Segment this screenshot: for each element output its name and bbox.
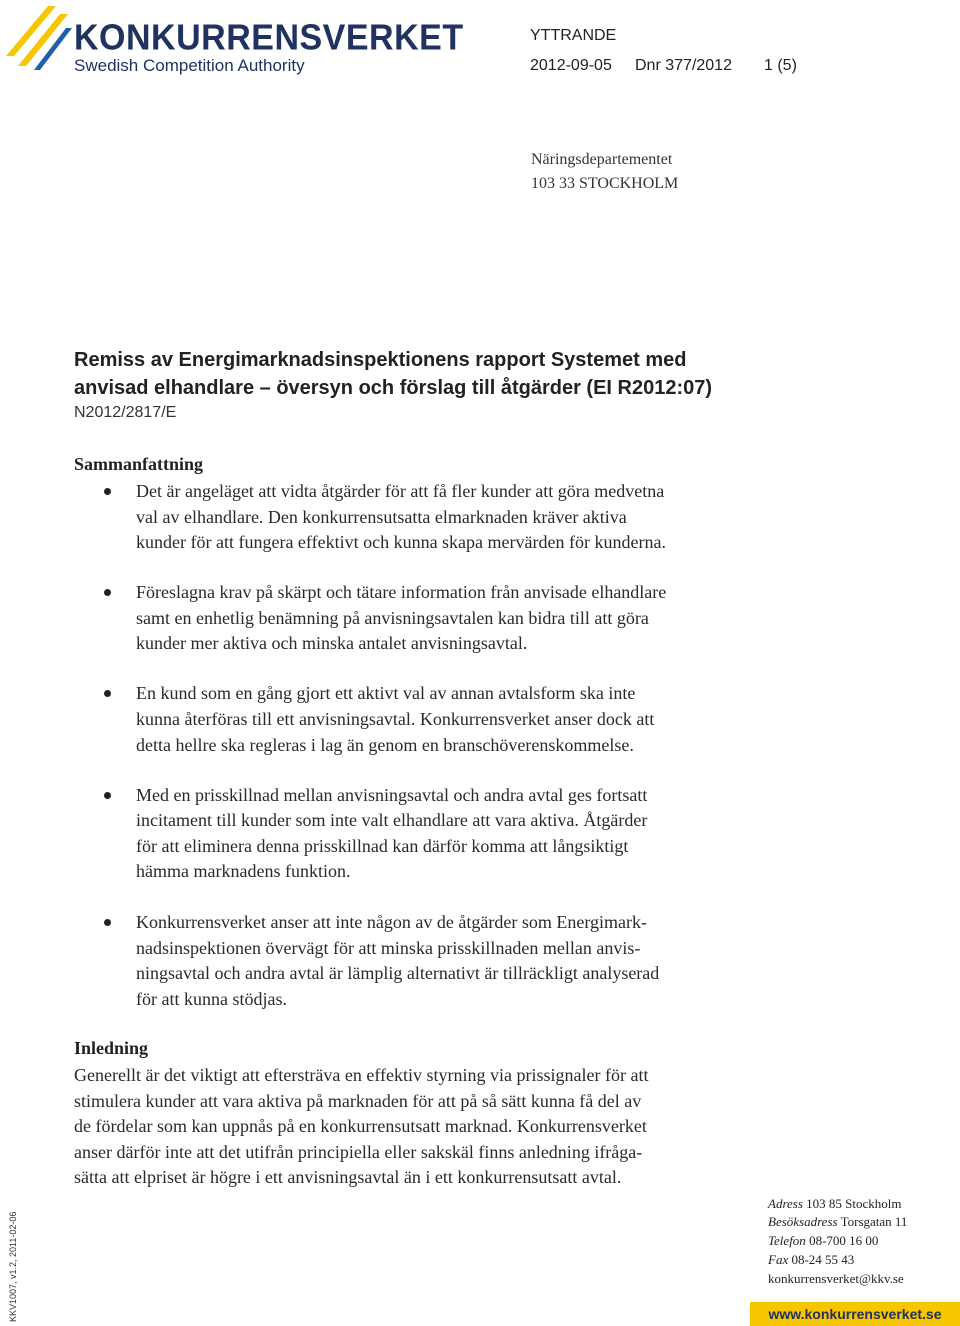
intro-line-4: anser därför inte att det utifrån principiella eller sakskäl finns anledning ifråga- (74, 1142, 643, 1162)
footer-visit-label: Besöksadress (768, 1214, 838, 1229)
summary-bullet-3-line-2: kunna återföras till ett anvisningsavtal. Konkurrensverket anser dock att (136, 709, 655, 729)
summary-bullet-4-line-2: incitament till kunder som inte valt elhandlare att vara aktiva. Åtgärder (136, 810, 648, 830)
recipient-name: Näringsdepartementet (531, 151, 673, 168)
intro-line-2: stimulera kunder att vara aktiva på marknaden för att på så sätt kunna få del av (74, 1091, 642, 1111)
summary-bullet-4-line-3: för att eliminera denna prisskillnad kan därför komma att långsiktigt (136, 836, 629, 856)
footer-email[interactable]: konkurrensverket@kkv.se (768, 1271, 904, 1286)
footer-address (768, 1196, 902, 1212)
bullet-dot-icon (104, 919, 111, 926)
summary-bullet-5-line-3: ningsavtal och andra avtal är lämplig alternativt är tillräckligt analyserad (136, 963, 660, 983)
summary-bullet-1-line-2: val av elhandlare. Den konkurrensutsatta elmarknaden kräver aktiva (136, 507, 627, 527)
summary-heading: Sammanfattning (74, 454, 204, 474)
intro-line-5: sätta att elpriset är högre i ett anvisningsavtal än i ett konkurrensutsatt avtal. (74, 1167, 622, 1187)
document-title-line-1: Remiss av Energimarknadsinspektionens rapport Systemet med (74, 349, 687, 371)
summary-bullet-2-line-3: kunder mer aktiva och minska antalet anvisningsavtal. (136, 633, 528, 653)
footer-visit-value: Torsgatan 11 (840, 1214, 908, 1229)
document-title-line-2: anvisad elhandlare – översyn och förslag till åtgärder (EI R2012:07) (74, 377, 713, 399)
summary-bullet-4-line-1: Med en prisskillnad mellan anvisningsavtal och andra avtal ges fortsatt (136, 785, 648, 805)
logo-subtitle: Swedish Competition Authority (74, 56, 305, 75)
bullet-dot-icon (104, 589, 111, 596)
bullet-dot-icon (104, 792, 111, 799)
footer-phone-label: Telefon (768, 1233, 806, 1248)
intro-heading: Inledning (74, 1038, 149, 1058)
footer-fax-label: Fax (768, 1252, 789, 1267)
page-number: 1 (5) (764, 57, 797, 74)
case-number: N2012/2817/E (74, 404, 177, 421)
form-id: KKV1007, v1.2, 2011-02-06 (8, 1211, 18, 1322)
summary-bullet-5-line-1: Konkurrensverket anser att inte någon av de åtgärder som Energimark- (136, 912, 647, 932)
logo (4, 0, 464, 80)
footer-fax-value: 08-24 55 43 (791, 1252, 855, 1267)
bullet-dot-icon (104, 488, 111, 495)
footer-address-value: 103 85 Stockholm (806, 1196, 902, 1211)
summary-bullet-4-line-4: hämma marknadens funktion. (136, 861, 351, 881)
summary-bullet-1-line-3: kunder för att fungera effektivt och kunna skapa mervärden för kunderna. (136, 532, 666, 552)
footer-address-label: Adress (768, 1196, 803, 1211)
footer-visit (768, 1214, 907, 1230)
footer-fax (768, 1252, 854, 1268)
summary-bullet-5-line-4: för att kunna stödjas. (136, 989, 287, 1009)
summary-bullet-2-line-2: samt en enhetlig benämning på anvisningsavtalen kan bidra till att göra (136, 608, 649, 628)
website-banner[interactable] (750, 1302, 960, 1326)
document-date: 2012-09-05 (530, 57, 612, 74)
summary-bullet-5-line-2: nadsinspektionen övervägt för att minska prisskillnaden mellan anvis- (136, 938, 641, 958)
intro-line-3: de fördelar som kan uppnås på en konkurrensutsatt marknad. Konkurrensverket (74, 1116, 647, 1136)
footer-phone (768, 1233, 878, 1249)
document-dnr: Dnr 377/2012 (635, 57, 732, 74)
summary-bullet-3-line-3: detta hellre ska regleras i lag än genom en branschöverenskommelse. (136, 735, 634, 755)
summary-bullet-3-line-1: En kund som en gång gjort ett aktivt val av annan avtalsform ska inte (136, 683, 636, 703)
logo-stripes-icon (4, 0, 72, 78)
logo-name: KONKURRENSVERKET (74, 18, 464, 58)
bullet-dot-icon (104, 690, 111, 697)
recipient-address: 103 33 STOCKHOLM (531, 175, 679, 192)
footer-phone-value: 08-700 16 00 (809, 1233, 879, 1248)
website-link[interactable]: www.konkurrensverket.se (768, 1306, 942, 1322)
document-type: YTTRANDE (530, 27, 617, 44)
summary-bullet-1-line-1: Det är angeläget att vidta åtgärder för att få fler kunder att göra medvetna (136, 481, 665, 501)
summary-bullet-2-line-1: Föreslagna krav på skärpt och tätare information från anvisade elhandlare (136, 582, 667, 602)
intro-line-1: Generellt är det viktigt att eftersträva en effektiv styrning via prissignaler för att (74, 1065, 649, 1085)
